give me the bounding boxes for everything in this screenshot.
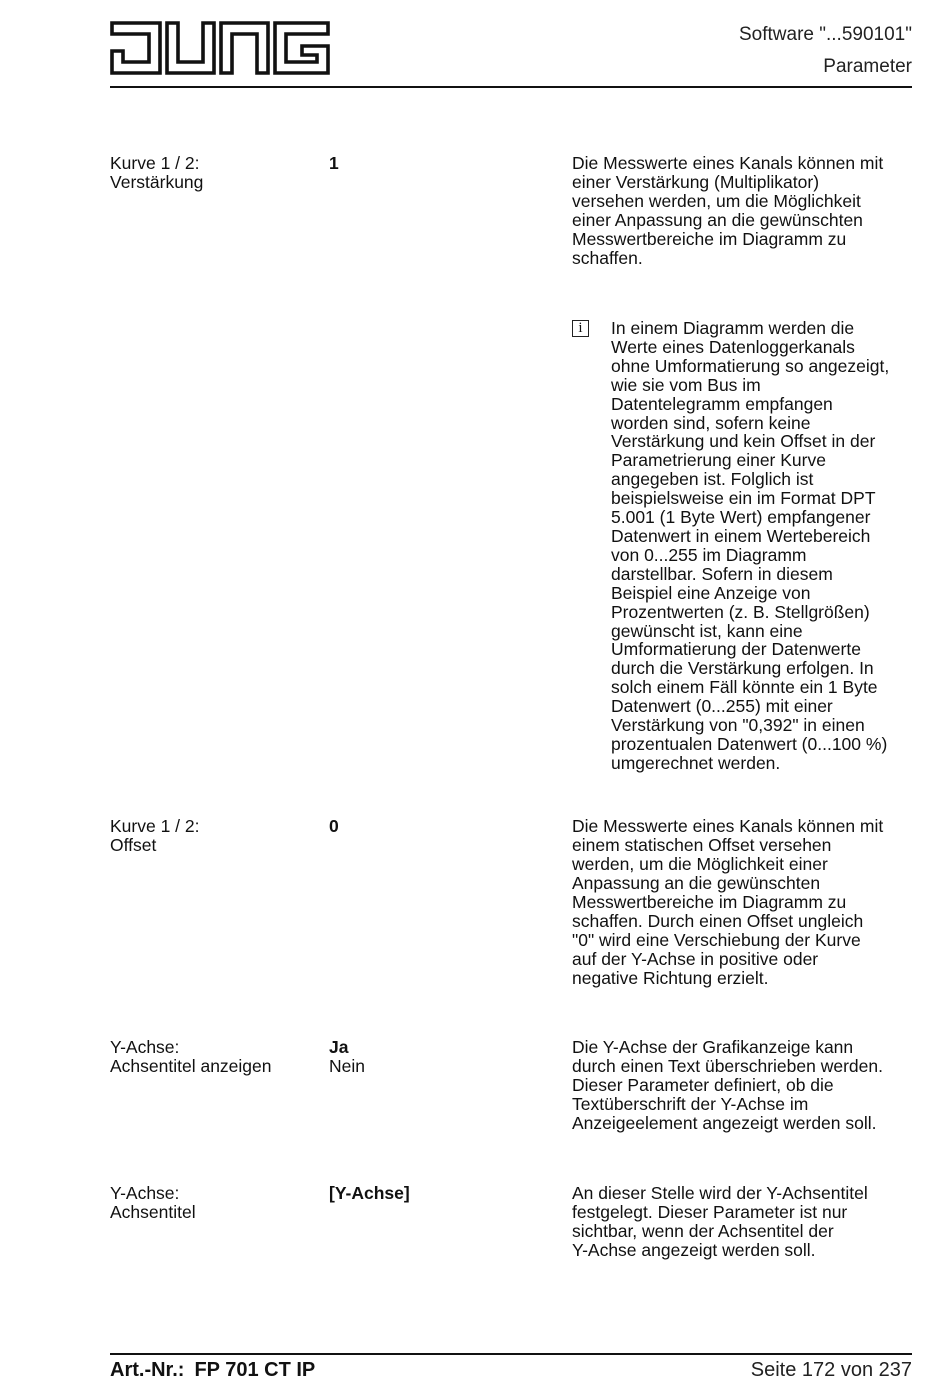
article-value: FP 701 CT IP — [194, 1359, 316, 1381]
parameter-values — [329, 817, 549, 836]
parameter-values — [329, 1038, 549, 1076]
info-icon: i — [572, 320, 589, 337]
article-label: Art.-Nr.: — [110, 1359, 185, 1381]
parameter-description: Die Y-Achse der Grafikanzeige kann durch einen Text überschrieben werden. Dieser Parameter definiert, ob die Textüberschrift der Y-Achse im Anzeigeelement angezeigt werden soll. — [572, 1037, 883, 1133]
parameter-default-value: Ja — [329, 1037, 349, 1057]
parameter-default-value: [Y-Achse] — [329, 1183, 410, 1203]
parameter-values — [329, 1184, 549, 1203]
parameter-description: An dieser Stelle wird der Y-Achsentitel festgelegt. Dieser Parameter ist nur sichtbar, wenn der Achsentitel der Y-Achse angezeigt werden soll. — [572, 1183, 868, 1260]
parameter-name: Y-Achse: Achsentitel — [110, 1183, 196, 1222]
header-divider — [110, 86, 912, 88]
page-number: Seite 172 von 237 — [750, 1359, 912, 1381]
parameter-name: Kurve 1 / 2: Verstärkung — [110, 153, 204, 192]
info-note-text: In einem Diagramm werden die Werte eines Datenloggerkanals ohne Umformatierung so angezeigt, wie sie vom Bus im Datentelegramm empfangen worden sind, sofern keine Verstärkung und kein Offset in der Parametrierung einer Kurve angegeben ist. Folglich ist beispielsweise ein im Format DPT 5.001 (1 Byte Wert) empfangener Datenwert in einem Wertebereich von 0...255 im Diagramm darstellbar. Sofern in diesem Beispiel eine Anzeige von Prozentwerten (z. B. Stellgrößen) gewünscht ist, kann eine Umformatierung der Datenwerte durch die Verstärkung erfolgen. In solch einem Fäll könnte ein 1 Byte Datenwert (0...255) mit einer Verstärkung von "0,392" in einen prozentualen Datenwert (0...100 %) umgerechnet werden. — [611, 318, 890, 773]
parameter-name: Y-Achse: Achsentitel anzeigen — [110, 1037, 272, 1076]
footer-divider — [110, 1353, 912, 1355]
jung-logo — [110, 21, 330, 76]
parameter-description: Die Messwerte eines Kanals können mit einer Verstärkung (Multiplikator) versehen werden, um die Möglichkeit einer Anpassung an die gewünschten Messwertbereiche im Diagramm zu schaffen. — [572, 153, 884, 268]
parameter-description: Die Messwerte eines Kanals können mit einem statischen Offset versehen werden, um die Möglichkeit einer Anpassung an die gewünschten Messwertbereiche im Diagramm zu schaffen. Durch einen Offset ungleich "0" wird eine Verschiebung der Kurve auf der Y-Achse in positive oder negative Richtung erzielt. — [572, 816, 884, 988]
parameter-name: Kurve 1 / 2: Offset — [110, 816, 200, 855]
parameter-option-value: Nein — [329, 1056, 365, 1076]
article-number — [110, 1357, 315, 1383]
parameter-default-value: 0 — [329, 816, 339, 836]
section-title: Parameter — [823, 56, 912, 77]
parameter-default-value: 1 — [329, 153, 339, 173]
software-version: Software "...590101" — [739, 24, 912, 45]
parameter-values — [329, 154, 549, 173]
